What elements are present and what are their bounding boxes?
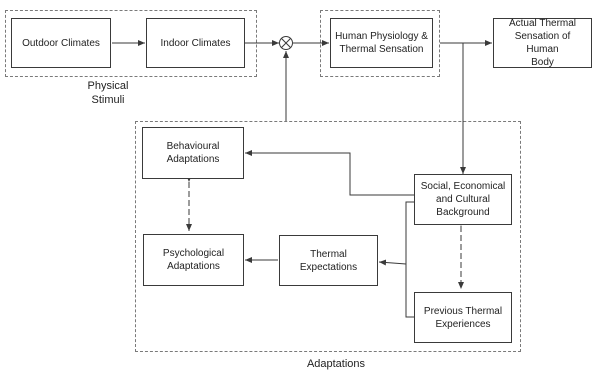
outdoor-climates-box [11, 18, 111, 68]
physical-stimuli-caption: Physical Stimuli [87, 80, 129, 106]
thermal-expectations-box [279, 235, 378, 286]
physiology-label: Human Physiology & Thermal Sensation [335, 31, 428, 55]
actual-sensation-label: Actual Thermal Sensation of Human Body [508, 18, 577, 68]
indoor-climates-box [146, 18, 245, 68]
previous-experiences-label: Previous Thermal Experiences [423, 305, 503, 330]
junction-node [280, 37, 293, 50]
arrow-social-to-behavioural [245, 153, 414, 195]
social-background-label: Social, Economical and Cultural Background [420, 181, 506, 218]
psychological-adaptations-label: Psychological Adaptations [162, 248, 225, 272]
adaptations-caption: Adaptations [306, 358, 366, 370]
indoor-climates-label: Indoor Climates [160, 37, 231, 49]
psychological-adaptations-box [143, 234, 244, 286]
bracket-social-previous [406, 202, 414, 317]
arrow-to-expectations [379, 262, 406, 264]
social-background-box [414, 174, 512, 225]
outdoor-climates-label: Outdoor Climates [22, 37, 100, 49]
behavioural-adaptations-box [142, 127, 244, 179]
physiology-box [330, 18, 433, 68]
actual-sensation-box [493, 18, 592, 68]
previous-experiences-box [414, 292, 512, 343]
thermal-expectations-label: Thermal Expectations [299, 248, 358, 273]
behavioural-adaptations-label: Behavioural Adaptations [166, 141, 220, 165]
